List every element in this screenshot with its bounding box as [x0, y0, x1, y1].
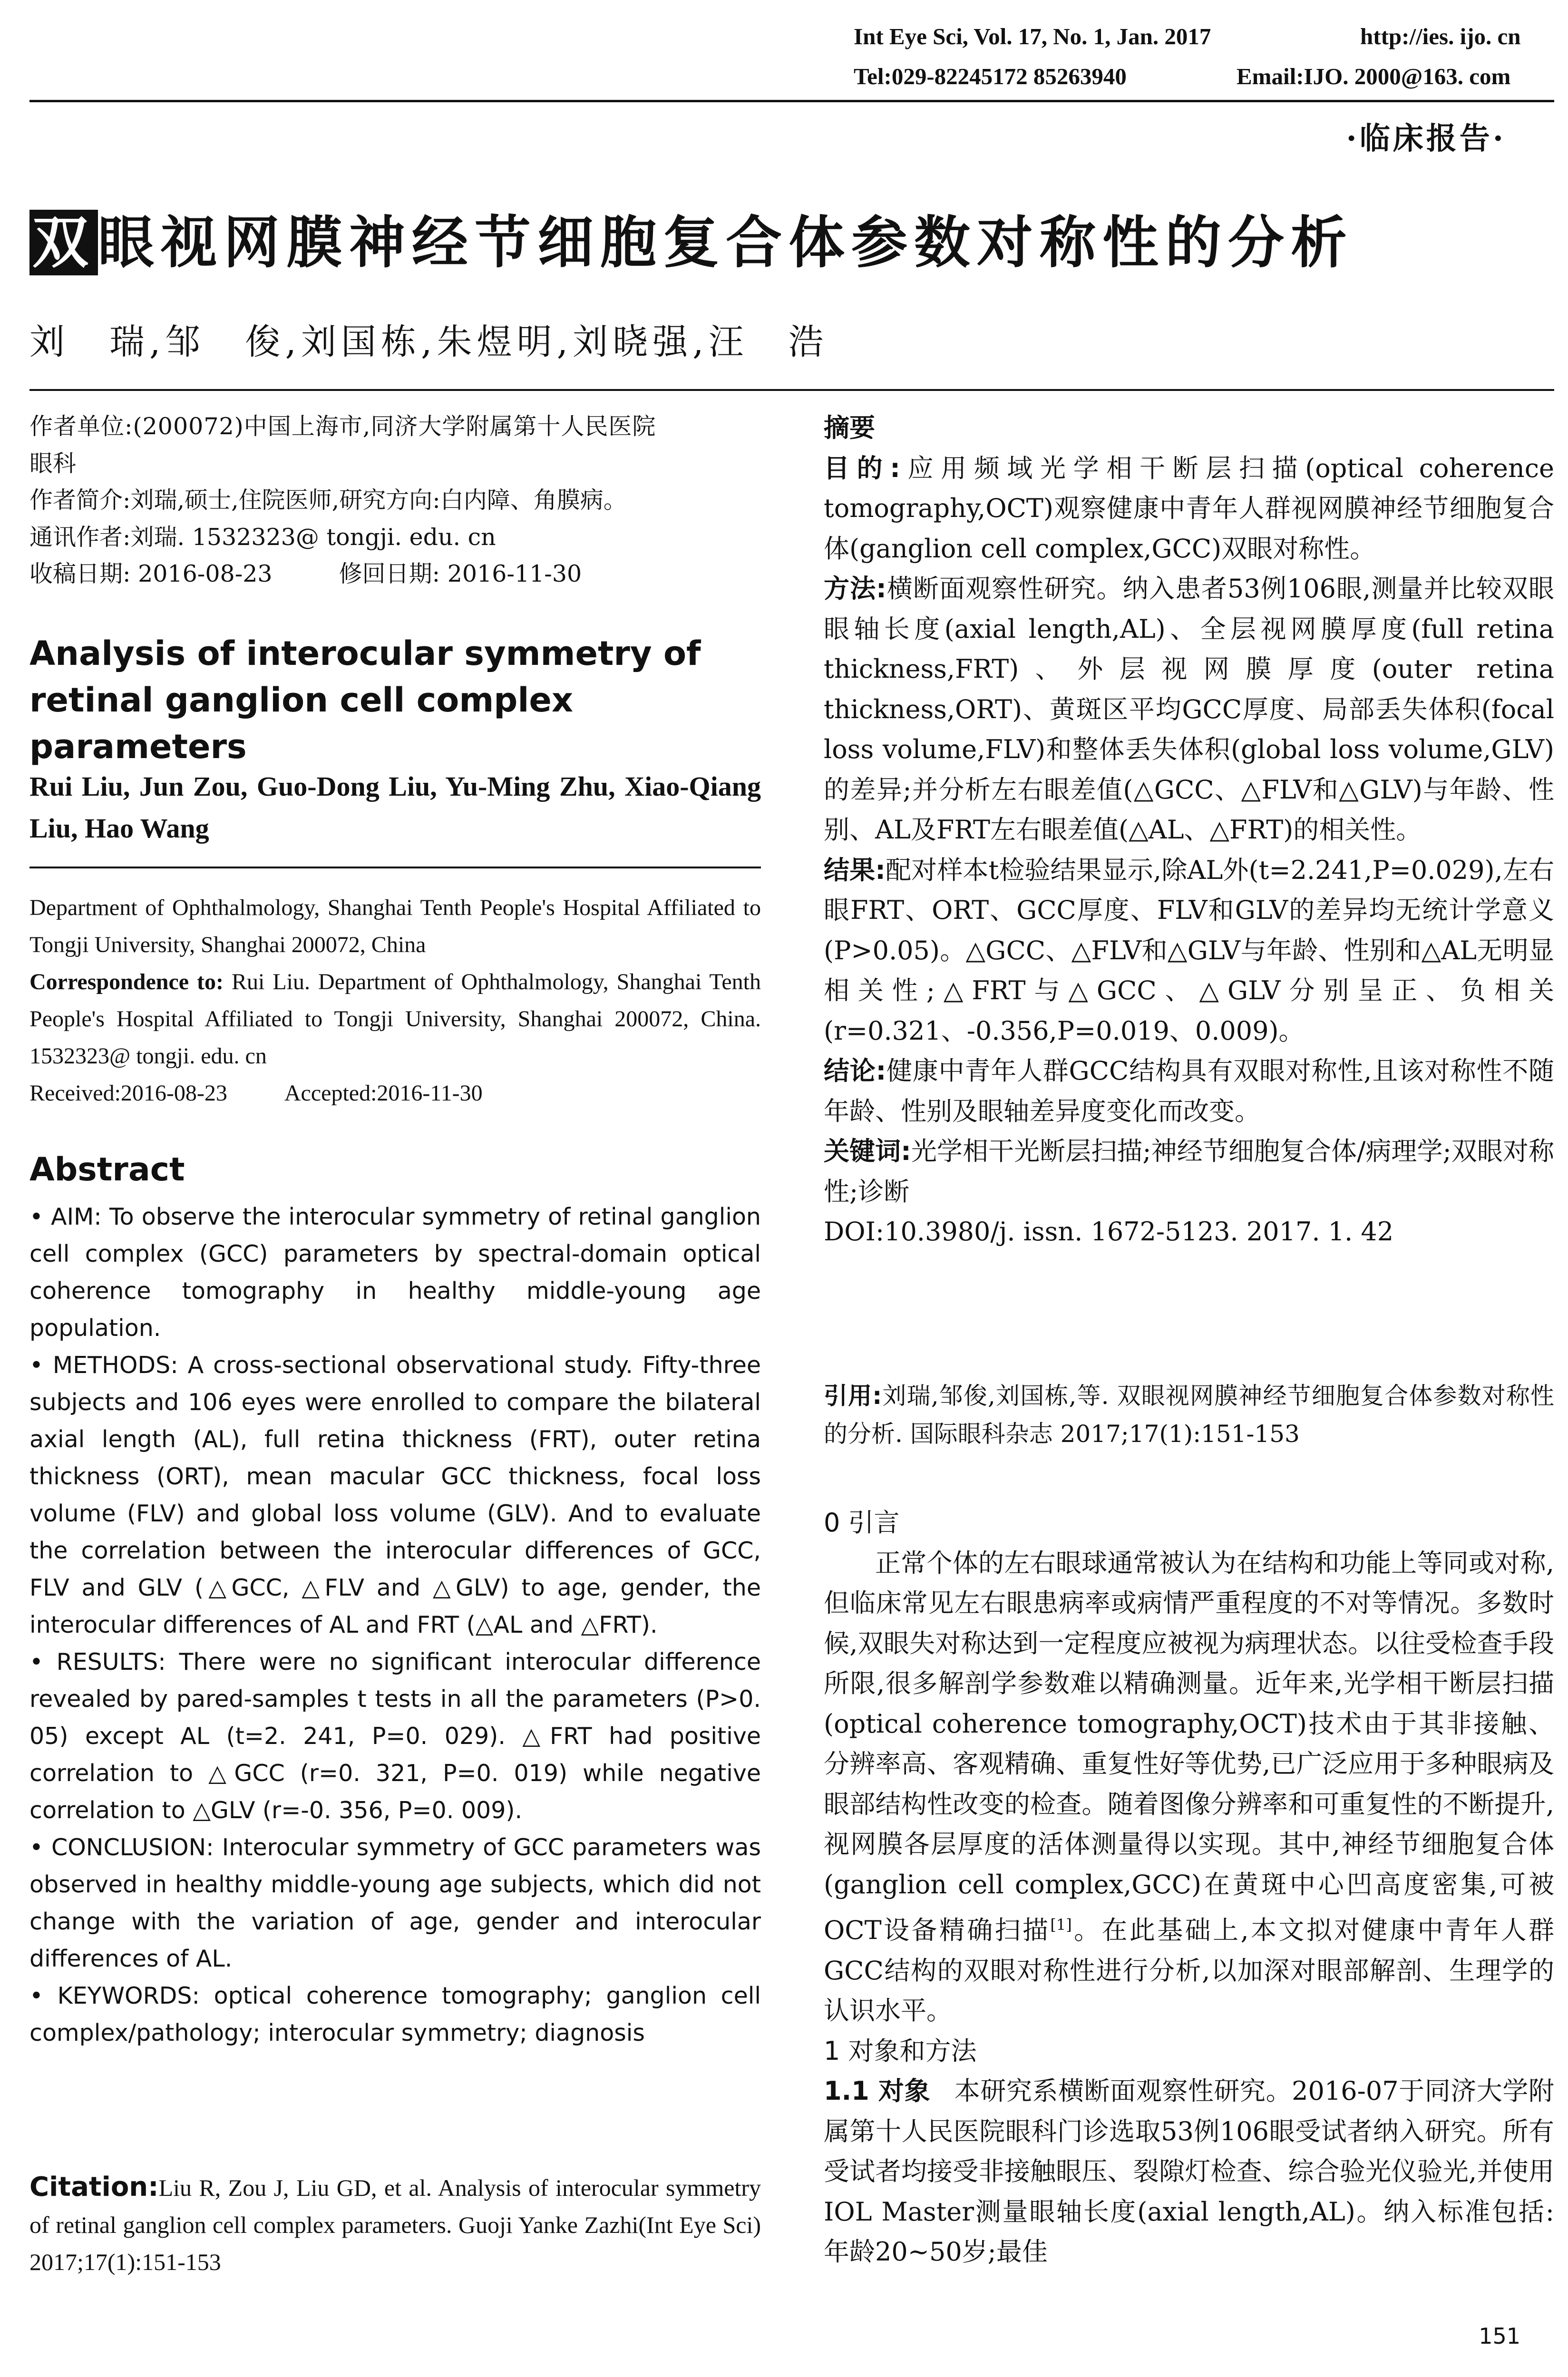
- dates-cn: [29, 555, 761, 593]
- article-title-cn: [29, 197, 1354, 278]
- intro-text-b: 。在此基础上,本文拟对健康中青年人群GCC结构的双眼对称性进行分析,以加深对眼部解剖、生理学的认识水平。: [824, 1915, 1554, 2026]
- journal-tel: Tel:029-82245172 85263940: [854, 63, 1127, 89]
- results-text-cn: 配对样本t检验结果显示,除AL外(t=2.241,P=0.029),左右眼FRT、ORT、GCC厚度、FLV和GLV的差异均无统计学意义(P>0.05)。△GCC、△FLV和△GLV与年龄、性别和△AL无明显相关性;△FRT与△GCC、△GLV分别呈正、负相关(r=0.321、-0.356,P=0.019、0.009)。: [824, 855, 1554, 1046]
- affiliation-en: [29, 889, 761, 1112]
- abstract-body-en: [29, 1198, 761, 2052]
- intro-section: [824, 1503, 1554, 2272]
- abstract-results-cn: [824, 850, 1554, 1052]
- section-tag: ·临床报告·: [1346, 121, 1506, 156]
- received-date-cn: 收稿日期: 2016-08-23: [29, 560, 273, 587]
- intro-text-a: 正常个体的左右眼球通常被认为在结构和功能上等同或对称,但临床常见左右眼患病率或病情严重程度的不对等情况。多数时候,双眼失对称达到一定程度应被视为病理状态。以往受检查手段所限,很多解剖学参数难以精确测量。近年来,光学相干断层扫描(optical coherence tomography,OCT)技术由于其非接触、分辨率高、客观精确、重复性好等优势,已广泛应用于多种眼病及眼部结构性改变的检查。随着图像分辨率和可重复性的不断提升,视网膜各层厚度的活体测量得以实现。其中,神经节细胞复合体(ganglion cell complex,GCC)在黄斑中心凹高度密集,可被OCT设备精确扫描: [824, 1548, 1554, 1945]
- abstract-conclusion-en: • CONCLUSION: Interocular symmetry of GCC parameters was observed in healthy middle-young age subjects, which did not change with the variation of age, gender and interocular differences of AL.: [29, 1834, 761, 1972]
- citation-label-en: Citation:: [29, 2172, 159, 2202]
- section1-heading: 1 对象和方法: [824, 2036, 977, 2066]
- received-date-en: Received:2016-08-23: [29, 1081, 227, 1106]
- abstract-conclusion-cn: [824, 1051, 1554, 1131]
- accepted-date-en: Accepted:2016-11-30: [284, 1081, 483, 1106]
- article-title-en: Analysis of interocular symmetry of retinal ganglion cell complex parameters: [29, 634, 701, 766]
- abstract-cn: [824, 408, 1554, 1252]
- abstract-keywords-en: • KEYWORDS: optical coherence tomography; ganglion cell complex/pathology; interocular symmetry; diagnosis: [29, 1982, 761, 2046]
- results-label-cn: 结果:: [824, 855, 886, 885]
- journal-line: Int Eye Sci, Vol. 17, No. 1, Jan. 2017: [854, 23, 1211, 49]
- affiliation-line-2: 眼科: [29, 449, 77, 477]
- citation-text-en: Liu R, Zou J, Liu GD, et al. Analysis of interocular symmetry of retinal ganglion cell complex parameters. Guoji Yanke Zazhi(Int Eye Sci) 2017;17(1):151-153: [29, 2174, 761, 2275]
- doi[interactable]: DOI:10.3980/j. issn. 1672-5123. 2017. 1. 42: [824, 1217, 1394, 1247]
- abstract-aim-en: • AIM: To observe the interocular symmetry of retinal ganglion cell complex (GCC) parameters by spectral-domain optical coherence tomography in healthy middle-young age population.: [29, 1203, 761, 1342]
- abstract-keywords-cn: [824, 1131, 1554, 1212]
- subsection-text: 本研究系横断面观察性研究。2016-07于同济大学附属第十人民医院眼科门诊选取53例106眼受试者纳入研究。所有受试者均接受非接触眼压、裂隙灯检查、综合验光仪验光,并使用IOL Master测量眼轴长度(axial length,AL)。纳入标准包括:年龄20~50岁;最佳: [824, 2076, 1554, 2267]
- journal-url[interactable]: http://ies. ijo. cn: [1360, 23, 1521, 49]
- author-bio: 作者简介:刘瑞,硕士,住院医师,研究方向:白内障、角膜病。: [29, 487, 627, 514]
- correspondence-label: Correspondence to:: [29, 969, 224, 994]
- corresponding-author: 通讯作者:刘瑞. 1532323@ tongji. edu. cn: [29, 523, 496, 551]
- header-rule: [29, 100, 1554, 102]
- citation-cn: [824, 1377, 1554, 1453]
- correspondence-text: Rui Liu. Department of Ophthalmology, Shanghai Tenth People's Hospital Affiliated to Tongji University, Shanghai 200072, China. 1532323@ tongji. edu. cn: [29, 969, 761, 1069]
- title-rest: 眼视网膜神经节细胞复合体参数对称性的分析: [98, 210, 1354, 275]
- authors-rule: [29, 389, 1554, 391]
- journal-email[interactable]: Email:IJO. 2000@163. com: [1237, 63, 1511, 89]
- abstract-methods-cn: [824, 569, 1554, 850]
- authors-en-rule: [29, 867, 761, 868]
- section1-paragraph: [824, 2071, 1554, 2272]
- abstract-heading-cn: 摘要: [824, 413, 875, 443]
- abstract-methods-en: • METHODS: A cross-sectional observational study. Fifty-three subjects and 106 eyes were enrolled to compare the bilateral axial length (AL), full retina thickness (FRT), outer retina thickness (ORT), mean macular GCC thickness, focal loss volume (FLV) and global loss volume (GLV). And to evaluate the correlation between the interocular differences of GCC, FLV and GLV (△GCC, △FLV and △GLV) to age, gender, the interocular differences of AL and FRT (△AL and △FRT).: [29, 1352, 761, 1638]
- intro-paragraph: [824, 1543, 1554, 2031]
- author-info-cn: [29, 408, 761, 593]
- reference-marker[interactable]: [1]: [1050, 1916, 1072, 1934]
- title-drop-char: 双: [29, 210, 98, 275]
- citation-text-cn: 刘瑞,邹俊,刘国栋,等. 双眼视网膜神经节细胞复合体参数对称性的分析. 国际眼科杂志 2017;17(1):151-153: [824, 1382, 1554, 1448]
- dates-en: [29, 1075, 761, 1112]
- abstract-heading-en: Abstract: [29, 1151, 185, 1188]
- abstract-aim-cn: [824, 448, 1554, 569]
- correspondence-en: [29, 964, 761, 1075]
- keywords-text-cn: 光学相干光断层扫描;神经节细胞复合体/病理学;双眼对称性;诊断: [824, 1136, 1554, 1207]
- keywords-label-cn: 关键词:: [824, 1136, 911, 1166]
- aim-label-cn: 目的:: [824, 453, 900, 483]
- conclusion-label-cn: 结论:: [824, 1056, 886, 1086]
- affiliation-line-1: 作者单位:(200072)中国上海市,同济大学附属第十人民医院: [29, 413, 656, 440]
- revised-date-cn: 修回日期: 2016-11-30: [339, 560, 582, 587]
- abstract-results-en: • RESULTS: There were no significant interocular difference revealed by pared-samples t tests in all the parameters (P>0. 05) except AL (t=2. 241, P=0. 029). △FRT had positive correlation to △GCC (r=0. 321, P=0. 019) while negative correlation to △GLV (r=-0. 356, P=0. 009).: [29, 1648, 761, 1824]
- subsection-label: 1.1 对象: [824, 2076, 931, 2106]
- citation-label-cn: 引用:: [824, 1382, 882, 1410]
- department-en: Department of Ophthalmology, Shanghai Tenth People's Hospital Affiliated to Tongji University, Shanghai 200072, China: [29, 895, 761, 957]
- methods-text-cn: 横断面观察性研究。纳入患者53例106眼,测量并比较双眼眼轴长度(axial length,AL)、全层视网膜厚度(full retina thickness,FRT)、外层视网膜厚度(outer retina thickness,ORT)、黄斑区平均GCC厚度、局部丢失体积(focal loss volume,FLV)和整体丢失体积(global loss volume,GLV)的差异;并分析左右眼差值(△GCC、△FLV和△GLV)与年龄、性别、AL及FRT左右眼差值(△AL、△FRT)的相关性。: [824, 574, 1554, 845]
- intro-heading: 0 引言: [824, 1508, 900, 1538]
- aim-text-cn: 应用频域光学相干断层扫描(optical coherence tomography,OCT)观察健康中青年人群视网膜神经节细胞复合体(ganglion cell complex,GCC)双眼对称性。: [824, 453, 1554, 564]
- authors-cn: 刘 瑞,邹 俊,刘国栋,朱煜明,刘晓强,汪 浩: [29, 321, 828, 362]
- methods-label-cn: 方法:: [824, 574, 886, 604]
- authors-en: Rui Liu, Jun Zou, Guo-Dong Liu, Yu-Ming Zhu, Xiao-Qiang Liu, Hao Wang: [29, 771, 761, 844]
- conclusion-text-cn: 健康中青年人群GCC结构具有双眼对称性,且该对称性不随年龄、性别及眼轴差异度变化而改变。: [824, 1056, 1554, 1126]
- citation-en: [29, 2169, 761, 2280]
- page-number: 151: [1479, 2323, 1520, 2349]
